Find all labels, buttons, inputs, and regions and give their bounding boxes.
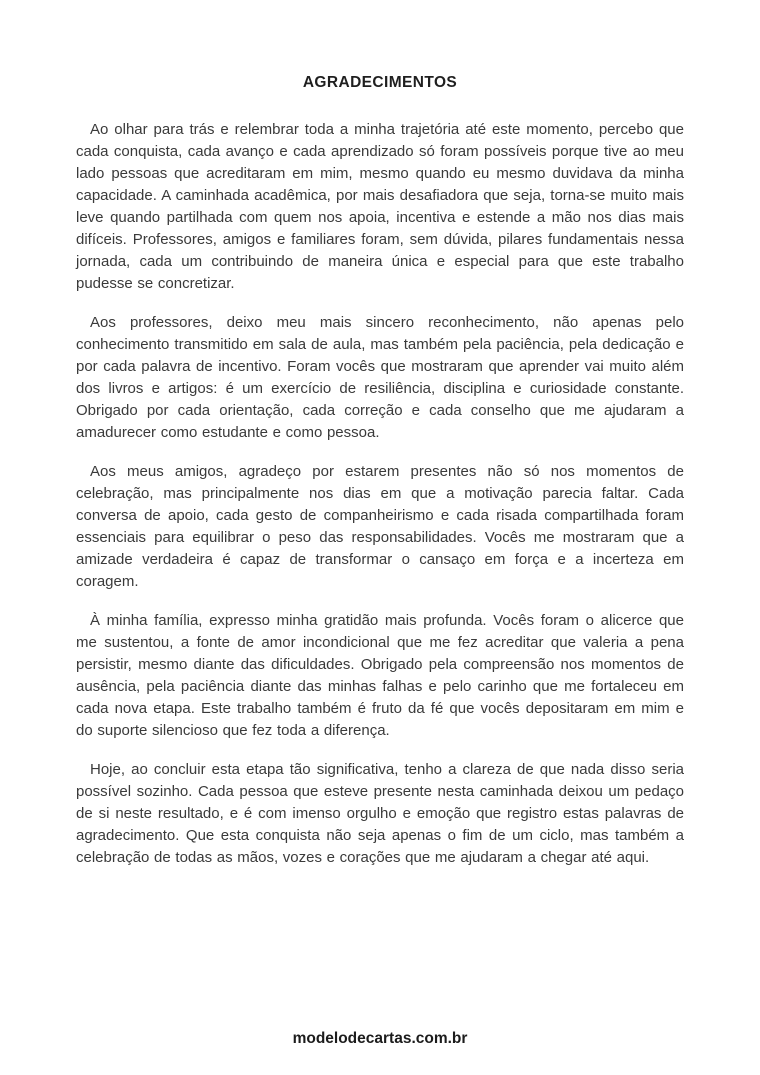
paragraph-5: Hoje, ao concluir esta etapa tão significativa, tenho a clareza de que nada disso seria possível sozinho. Cada pessoa que esteve presente nesta caminhada deixou um pedaço de si neste resultado, e é com imenso orgulho e emoção que registro estas palavras de agradecimento. Que esta conquista não seja apenas o fim de um ciclo, mas também a celebração de todas as mãos, vozes e corações que me ajudaram a chegar até aqui. bbox=[76, 761, 684, 866]
site-watermark: modelodecartas.com.br bbox=[292, 1030, 468, 1047]
paragraph-3: Aos meus amigos, agradeço por estarem presentes não só nos momentos de celebração, mas principalmente nos dias em que a motivação parecia faltar. Cada conversa de apoio, cada gesto de companheirismo e cada risada compartilhada foram essenciais para equilibrar o peso das responsabilidades. Vocês me mostraram que a amizade verdadeira é capaz de transformar o cansaço em força e a incerteza em coragem. bbox=[76, 463, 684, 590]
paragraph-2: Aos professores, deixo meu mais sincero reconhecimento, não apenas pelo conhecimento transmitido em sala de aula, mas também pela paciência, pela dedicação e por cada palavra de incentivo. Foram vocês que mostraram que aprender vai muito além dos livros e artigos: é um exercício de resiliência, disciplina e curiosidade constante. Obrigado por cada orientação, cada correção e cada conselho que me ajudaram a amadurecer como estudante e como pessoa. bbox=[76, 314, 684, 441]
paragraph-4: À minha família, expresso minha gratidão mais profunda. Vocês foram o alicerce que me sustentou, a fonte de amor incondicional que me fez acreditar que valeria a pena persistir, mesmo diante das dificuldades. Obrigado pela compreensão nos momentos de ausência, pela paciência diante das minhas falhas e pelo carinho que me fortaleceu em cada nova etapa. Este trabalho também é fruto da fé que vocês depositaram em mim e do suporte silencioso que fez toda a diferença. bbox=[76, 612, 684, 739]
paragraph-1: Ao olhar para trás e relembrar toda a minha trajetória até este momento, percebo que cada conquista, cada avanço e cada aprendizado só foram possíveis porque tive ao meu lado pessoas que acreditaram em mim, mesmo quando eu mesmo duvidava da minha capacidade. A caminhada acadêmica, por mais desafiadora que seja, torna-se muito mais leve quando partilhada com quem nos apoia, incentiva e estende a mão nos dias mais difíceis. Professores, amigos e familiares foram, sem dúvida, pilares fundamentais nessa jornada, cada um contribuindo de maneira única e especial para que este trabalho pudesse se concretizar. bbox=[76, 121, 684, 292]
body-text bbox=[76, 119, 684, 869]
page-title: AGRADECIMENTOS bbox=[302, 74, 458, 91]
